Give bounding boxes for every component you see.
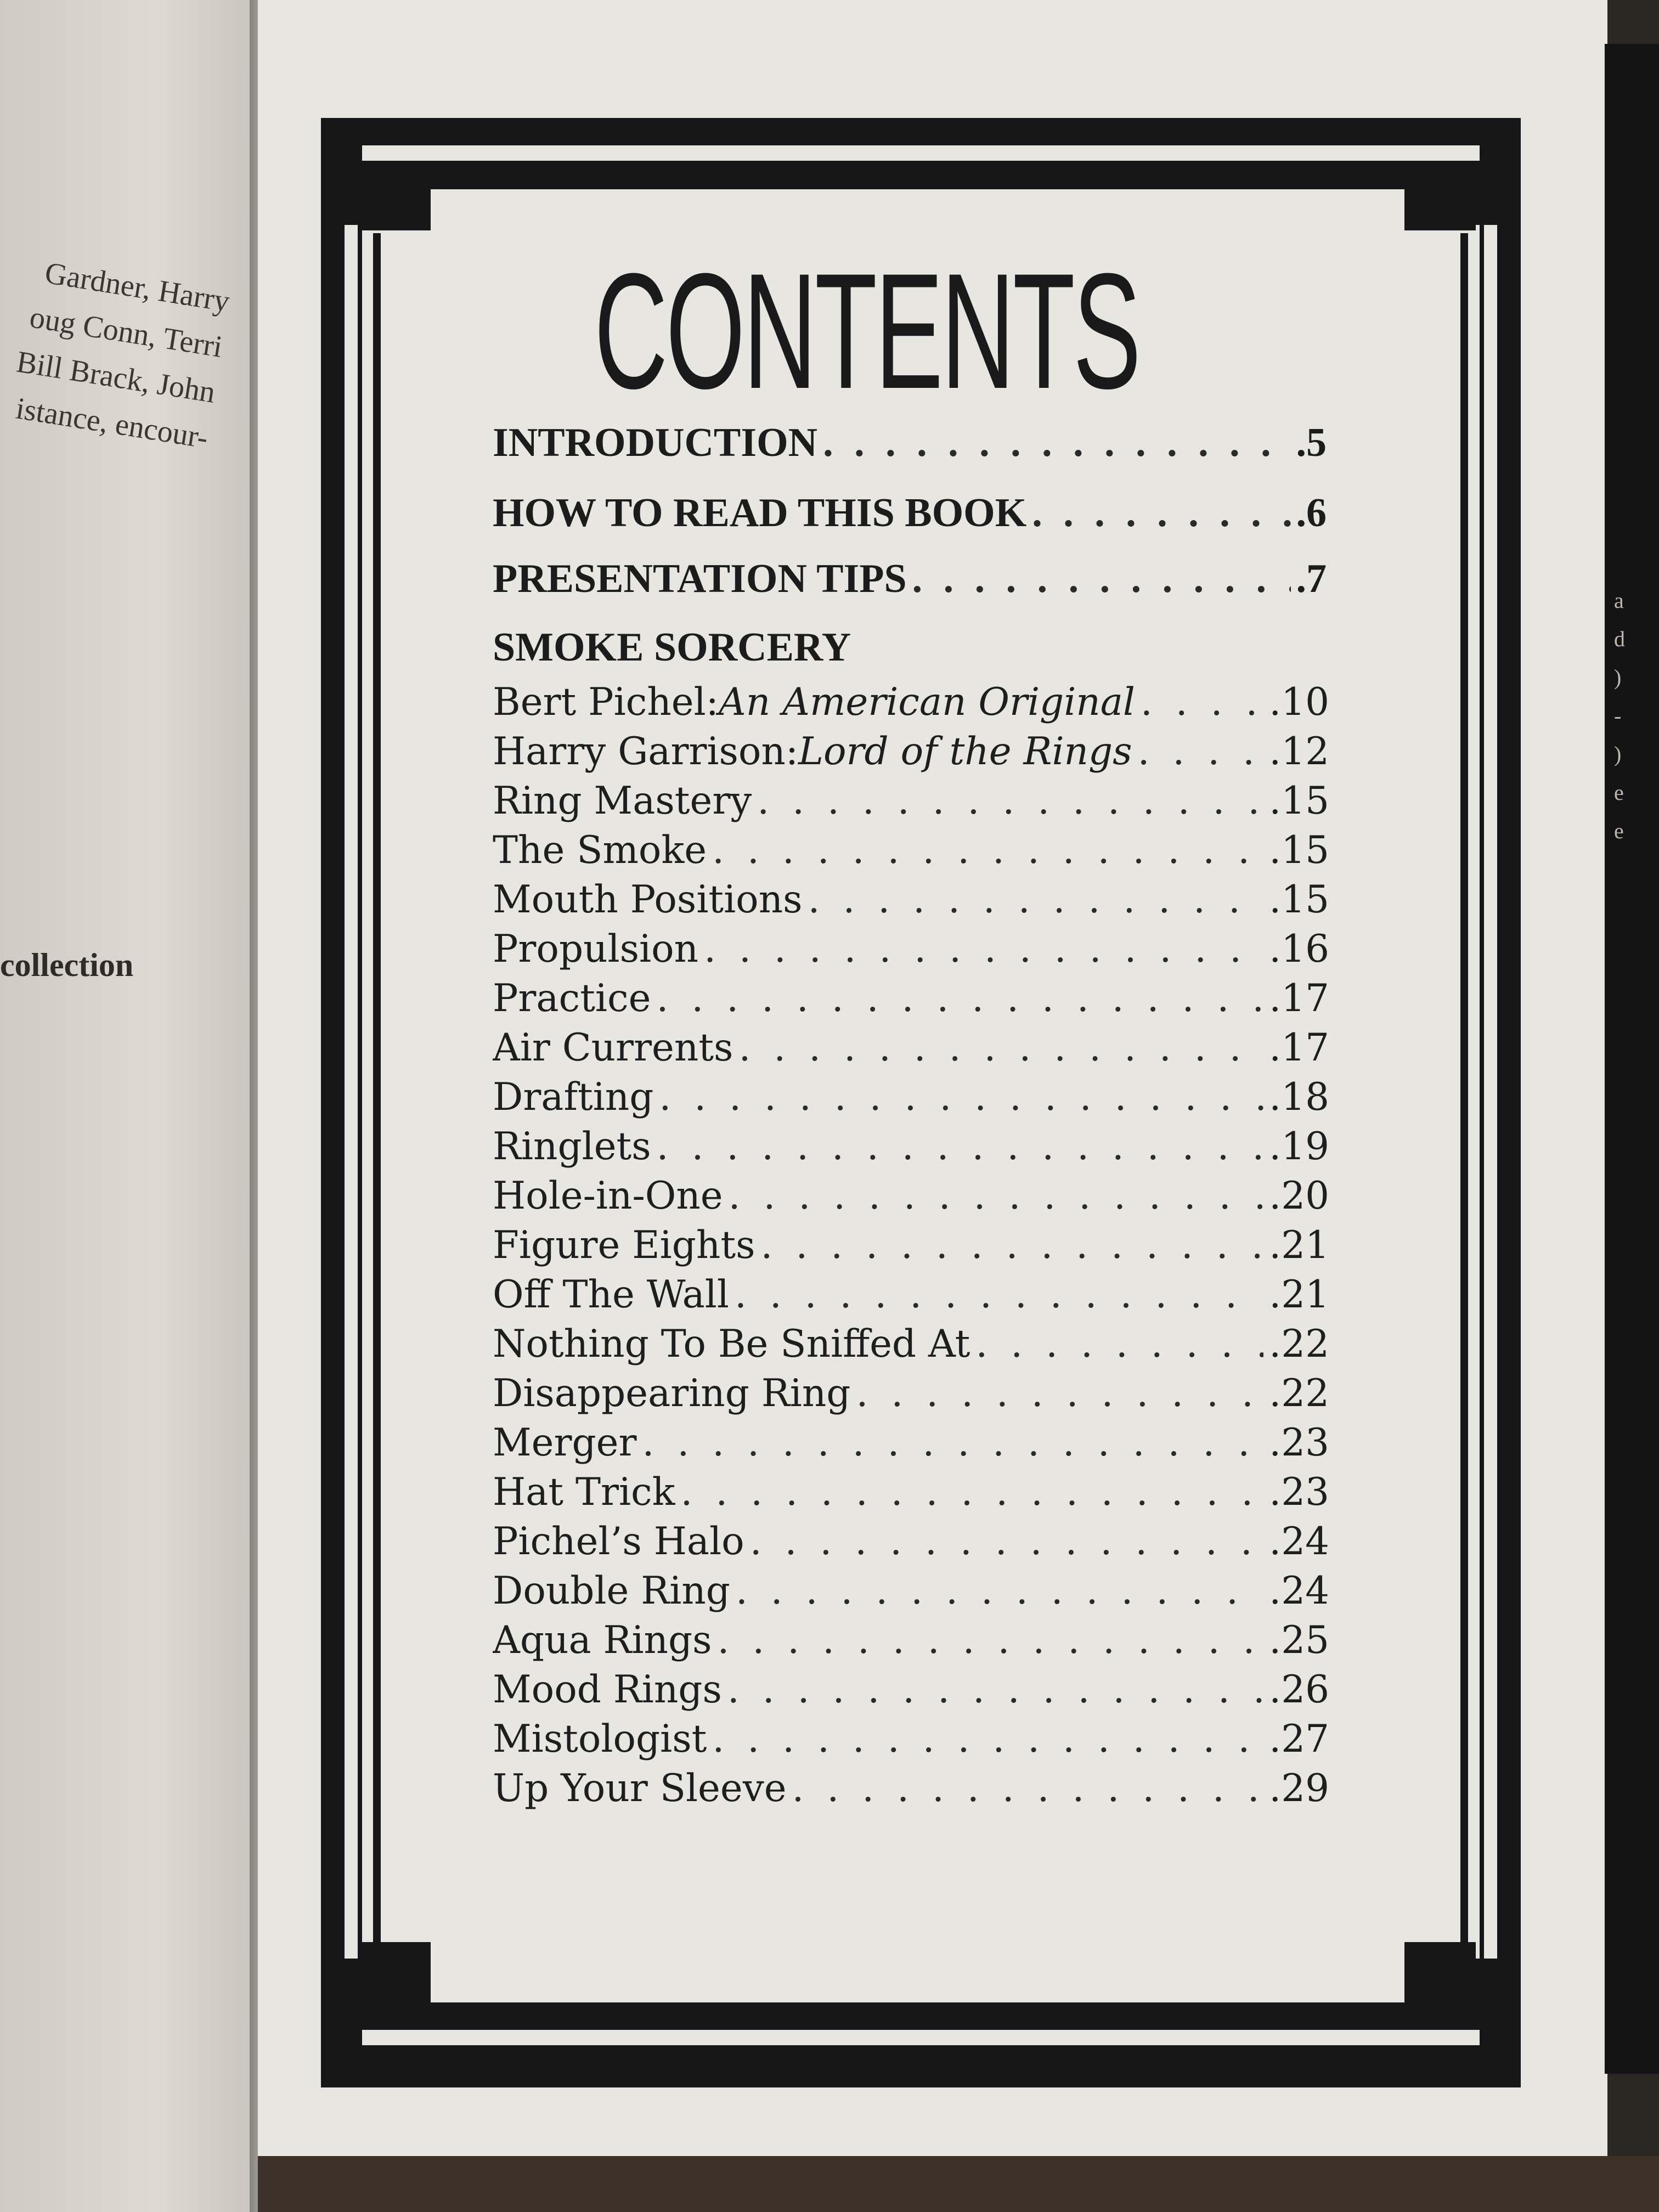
toc-leader-dots bbox=[704, 927, 1263, 971]
toc-entry-title: Off The Wall bbox=[493, 1273, 729, 1317]
frame-left-rule bbox=[345, 225, 358, 1959]
frame-top-rule bbox=[362, 145, 1480, 161]
toc-leader-dots bbox=[735, 1273, 1263, 1317]
toc-leader-dots bbox=[656, 977, 1263, 1020]
toc-page-number: .27 bbox=[1269, 1717, 1329, 1761]
toc-entry-title: Hat Trick bbox=[493, 1470, 675, 1514]
left-page-collection-heading: collection bbox=[0, 947, 134, 983]
toc-leader-dots bbox=[1032, 490, 1290, 537]
left-page-line: oug Conn, Terri bbox=[27, 300, 225, 364]
frame-corner-top-left bbox=[362, 165, 431, 230]
toc-section-label: PRESENTATION TIPS bbox=[493, 556, 907, 601]
toc-page-number: .25 bbox=[1269, 1618, 1329, 1662]
frame-corner-top-right bbox=[1404, 165, 1476, 230]
toc-leader-dots bbox=[750, 1520, 1264, 1564]
toc-section-smoke-sorcery bbox=[493, 624, 1327, 671]
frame-corner-bottom-right bbox=[1404, 1942, 1476, 2013]
toc-page-number: .17 bbox=[1269, 977, 1329, 1020]
frame-bottom-rule bbox=[362, 2030, 1480, 2045]
toc-entry-title: Practice bbox=[493, 977, 651, 1020]
toc-entry bbox=[493, 1174, 1329, 1218]
toc-leader-dots bbox=[712, 1717, 1263, 1761]
left-facing-page bbox=[0, 0, 258, 2212]
toc-page-number: .15 bbox=[1269, 779, 1329, 823]
toc-leader-dots bbox=[681, 1470, 1264, 1514]
toc-leader-dots bbox=[792, 1767, 1264, 1810]
toc-entry-subtitle: An American Original bbox=[718, 680, 1135, 724]
left-page-line: istance, encour- bbox=[13, 391, 211, 455]
frame-bottom-thin-rule bbox=[433, 2009, 1404, 2017]
toc-page-number: .6 bbox=[1296, 490, 1327, 535]
toc-entry bbox=[493, 1125, 1329, 1169]
toc-section-label: INTRODUCTION bbox=[493, 420, 818, 465]
toc-page-number: .21 bbox=[1269, 1223, 1329, 1267]
toc-entry-title: Merger bbox=[493, 1421, 637, 1465]
toc-leader-dots bbox=[712, 828, 1263, 872]
toc-leader-dots bbox=[729, 1174, 1264, 1218]
toc-entry bbox=[493, 1223, 1329, 1267]
toc-page-number: .23 bbox=[1269, 1470, 1329, 1514]
toc-section-label: HOW TO READ THIS BOOK bbox=[493, 490, 1027, 535]
toc-page-number: .20 bbox=[1269, 1174, 1329, 1218]
toc-leader-dots bbox=[657, 1125, 1264, 1169]
toc-entry bbox=[493, 779, 1329, 823]
toc-entry-title: Bert Pichel: bbox=[493, 680, 719, 724]
toc-entry bbox=[493, 1717, 1329, 1761]
toc-entry bbox=[493, 1668, 1329, 1712]
toc-entry bbox=[493, 1273, 1329, 1317]
toc-entry-title: Disappearing Ring bbox=[493, 1372, 851, 1415]
toc-leader-dots bbox=[1138, 730, 1264, 774]
toc-page-number: .7 bbox=[1296, 556, 1327, 601]
toc-entry bbox=[493, 730, 1329, 774]
toc-entry bbox=[493, 1026, 1329, 1070]
toc-page-number: .10 bbox=[1269, 680, 1329, 724]
toc-entry-title: Drafting bbox=[493, 1075, 654, 1119]
toc-entry bbox=[493, 1322, 1329, 1366]
toc-entry bbox=[493, 680, 1329, 724]
frame-corner-bottom-left bbox=[362, 1942, 431, 2013]
toc-page-number: .24 bbox=[1269, 1569, 1329, 1613]
toc-page-number: .22 bbox=[1269, 1322, 1329, 1366]
toc-leader-dots bbox=[1141, 680, 1263, 724]
toc-page-number: .15 bbox=[1269, 828, 1329, 872]
toc-page-number: .5 bbox=[1296, 420, 1327, 465]
frame-top-thin-rule bbox=[433, 176, 1404, 183]
toc-page-number: .18 bbox=[1269, 1075, 1329, 1119]
toc-page-number: .12 bbox=[1269, 730, 1329, 774]
toc-entry-title: Mistologist bbox=[493, 1717, 707, 1761]
toc-leader-dots bbox=[757, 779, 1263, 823]
page-title: CONTENTS bbox=[594, 239, 1139, 423]
toc-entry-title: Mouth Positions bbox=[493, 878, 803, 922]
toc-page-number: .16 bbox=[1269, 927, 1329, 971]
toc-page-number: .24 bbox=[1269, 1520, 1329, 1564]
toc-entry-title: Mood Rings bbox=[493, 1668, 722, 1712]
left-page-line: Gardner, Harry bbox=[42, 256, 232, 319]
toc-section-introduction bbox=[493, 420, 1327, 466]
toc-page-number: .21 bbox=[1269, 1273, 1329, 1317]
right-edge-text: a d ) - ) e e bbox=[1614, 588, 1625, 843]
toc-entry bbox=[493, 1569, 1329, 1613]
toc-page-number: .15 bbox=[1269, 878, 1329, 922]
toc-leader-dots bbox=[823, 420, 1290, 466]
toc-entry-title: Double Ring bbox=[493, 1569, 730, 1613]
toc-leader-dots bbox=[718, 1618, 1264, 1662]
right-page-edge bbox=[1605, 44, 1659, 2074]
left-page-line: Bill Brack, John bbox=[14, 345, 218, 410]
toc-leader-dots bbox=[808, 878, 1264, 922]
toc-entry-title: Propulsion bbox=[493, 927, 699, 971]
toc-entry bbox=[493, 1372, 1329, 1415]
toc-entry bbox=[493, 1421, 1329, 1465]
toc-leader-dots bbox=[738, 1026, 1263, 1070]
toc-entry bbox=[493, 828, 1329, 872]
toc-page-number: .17 bbox=[1269, 1026, 1329, 1070]
toc-page-number: .19 bbox=[1269, 1125, 1329, 1169]
toc-entry bbox=[493, 1618, 1329, 1662]
toc-leader-dots bbox=[912, 556, 1291, 602]
toc-entry bbox=[493, 1470, 1329, 1514]
toc-entry-title: Harry Garrison: bbox=[493, 730, 799, 774]
toc-entry-title: Air Currents bbox=[493, 1026, 733, 1070]
left-page-text bbox=[0, 241, 233, 461]
toc-page-number: .23 bbox=[1269, 1421, 1329, 1465]
toc-leader-dots bbox=[856, 1372, 1263, 1415]
frame-right-rule bbox=[1484, 225, 1497, 1959]
toc-entry-title: Pichel’s Halo bbox=[493, 1520, 744, 1564]
toc-page-number: .26 bbox=[1269, 1668, 1329, 1712]
toc-entry-title: Nothing To Be Sniffed At bbox=[493, 1322, 970, 1366]
toc-leader-dots bbox=[761, 1223, 1264, 1267]
toc-leader-dots bbox=[736, 1569, 1263, 1613]
toc-section-how-to-read bbox=[493, 490, 1327, 537]
toc-entry-title: Aqua Rings bbox=[493, 1618, 712, 1662]
toc-entry bbox=[493, 977, 1329, 1020]
toc-entry-title: Figure Eights bbox=[493, 1223, 755, 1267]
toc-section-label: SMOKE SORCERY bbox=[493, 625, 851, 670]
toc-leader-dots bbox=[642, 1421, 1263, 1465]
toc-leader-dots bbox=[727, 1668, 1263, 1712]
toc-entry-title: Hole-in-One bbox=[493, 1174, 723, 1218]
toc-section-presentation-tips bbox=[493, 556, 1327, 602]
toc-entry bbox=[493, 1075, 1329, 1119]
toc-entry bbox=[493, 927, 1329, 971]
toc-entry-title: The Smoke bbox=[493, 828, 707, 872]
toc-entry-title: Up Your Sleeve bbox=[493, 1767, 787, 1810]
toc-entry bbox=[493, 1767, 1329, 1810]
toc-entry-title: Ring Mastery bbox=[493, 779, 752, 823]
toc-page-number: .29 bbox=[1269, 1767, 1329, 1810]
toc-leader-dots bbox=[659, 1075, 1263, 1119]
toc-leader-dots bbox=[975, 1322, 1263, 1366]
frame-left-thin-rule bbox=[373, 233, 381, 1950]
floor-background bbox=[258, 2156, 1659, 2212]
frame-right-thin-rule bbox=[1460, 233, 1468, 1950]
toc-entry bbox=[493, 1520, 1329, 1564]
toc-entry-title: Ringlets bbox=[493, 1125, 651, 1169]
toc-page-number: .22 bbox=[1269, 1372, 1329, 1415]
toc-entry bbox=[493, 878, 1329, 922]
toc-entry-subtitle: Lord of the Rings bbox=[798, 730, 1132, 774]
